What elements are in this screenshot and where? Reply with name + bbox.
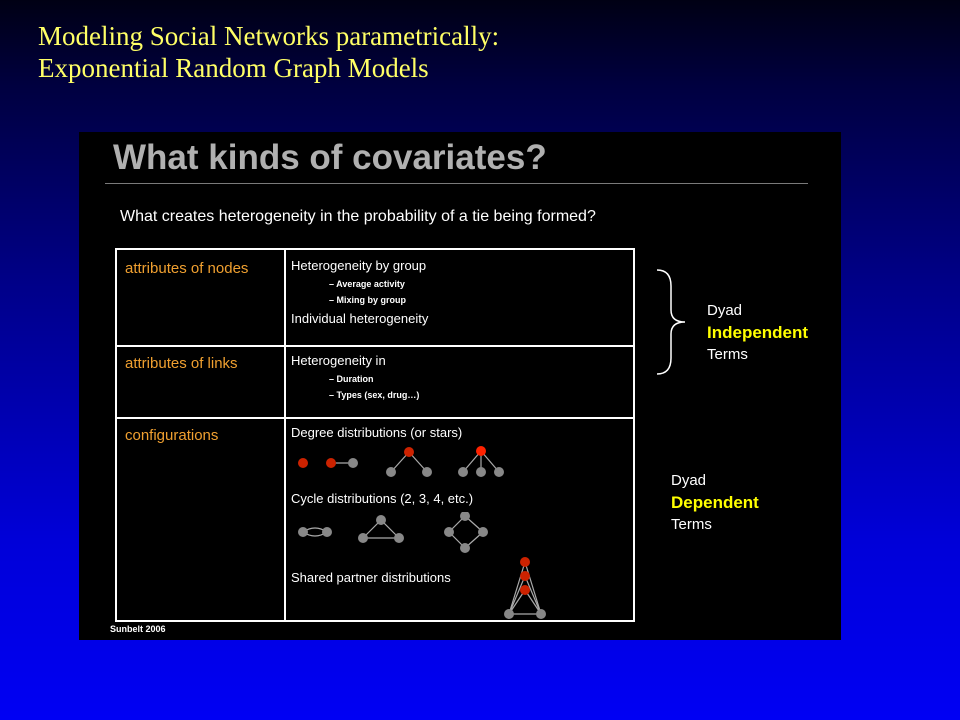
dyad-dependent-line3: Terms — [671, 516, 712, 533]
row-nodes-sub-1: – Average activity — [329, 279, 405, 289]
row-nodes-sub-2: – Mixing by group — [329, 295, 407, 305]
config-shared-partner-label: Shared partner distributions — [291, 570, 451, 585]
dyad-independent-line1: Dyad — [707, 302, 743, 319]
dyad-dependent-line2: Dependent — [671, 493, 759, 512]
slide-title-line2: Exponential Random Graph Models — [38, 53, 429, 83]
footer-note: Sunbelt 2006 — [110, 624, 166, 634]
row-nodes-extra: Individual heterogeneity — [291, 311, 429, 326]
slide-title — [38, 20, 499, 84]
slide-title-line1: Modeling Social Networks parametrically: — [38, 21, 500, 51]
dyad-independent-label — [707, 300, 808, 366]
four-cycle — [444, 512, 488, 553]
table-column-divider — [284, 250, 286, 620]
table-row-divider — [117, 345, 633, 347]
panel-question: What creates heterogeneity in the probability of a tie being formed? — [120, 208, 596, 225]
row-nodes-heading: Heterogeneity by group — [291, 258, 427, 273]
star-diagrams — [291, 446, 531, 486]
config-degree-label: Degree distributions (or stars) — [291, 425, 463, 440]
table-row-divider — [117, 417, 633, 419]
three-cycle — [358, 515, 404, 543]
row-label-links: attributes of links — [125, 355, 238, 372]
two-cycle — [298, 527, 332, 537]
dyad-dependent-label — [671, 470, 759, 536]
panel-title: What kinds of covariates? — [113, 138, 547, 177]
dyad-independent-line3: Terms — [707, 346, 748, 363]
dyad-independent-line2: Independent — [707, 323, 809, 342]
row-label-configurations: configurations — [125, 427, 219, 444]
embedded-slide-panel — [79, 132, 841, 640]
shared-partner-diagram — [495, 554, 565, 624]
cycle-diagrams — [291, 512, 511, 570]
degree-1-star — [326, 458, 358, 468]
dyad-dependent-line1: Dyad — [671, 472, 707, 489]
config-cycle-label: Cycle distributions (2, 3, 4, etc.) — [291, 491, 474, 506]
row-label-nodes: attributes of nodes — [125, 260, 249, 277]
row-links-sub-2: – Types (sex, drug…) — [329, 390, 420, 400]
title-divider — [105, 183, 808, 184]
degree-3-star — [458, 446, 504, 477]
row-links-sub-1: – Duration — [329, 374, 374, 384]
degree-0-star — [298, 458, 308, 468]
covariate-table — [115, 248, 635, 622]
degree-2-star — [386, 447, 432, 477]
row-links-heading: Heterogeneity in — [291, 353, 386, 368]
curly-brace-icon — [655, 268, 689, 376]
